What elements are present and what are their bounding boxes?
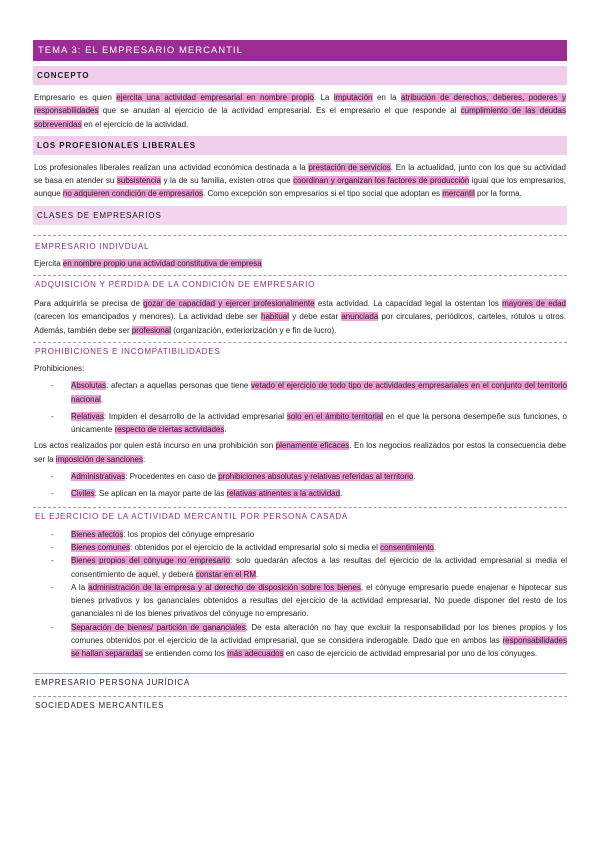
prohibiciones-list xyxy=(33,379,567,436)
dash-bullet: - xyxy=(51,556,54,566)
text-run: esta actividad. La capacidad legal la ostentan los xyxy=(314,299,503,309)
text-run: Los profesionales liberales realizan una actividad económica destinada a la xyxy=(34,162,309,172)
highlighted-text: atribución de derechos, deberes, poderes y responsabilidades xyxy=(34,93,567,116)
paragraph-individual xyxy=(33,257,567,270)
highlighted-text: coordinan y organizan los factores de producción xyxy=(293,176,470,186)
text-run: . xyxy=(413,472,416,482)
text-run: . xyxy=(224,425,227,435)
text-run: . La xyxy=(313,93,334,102)
highlighted-text: Separación de bienes/ partición de gananciales xyxy=(71,622,246,632)
text-run: Los actos realizados por quien está incurso en una prohibición son xyxy=(34,441,276,451)
text-run: Para adquirirla se precisa de xyxy=(34,299,144,309)
highlighted-text: en nombre propio una actividad constitutiva de empresa xyxy=(62,258,262,268)
highlighted-text: profesional xyxy=(131,325,171,335)
text-run: : Procedentes en caso de xyxy=(125,472,219,482)
highlighted-text: prestación de servicios xyxy=(308,162,391,172)
text-run: en el ejercicio de la actividad. xyxy=(81,119,189,129)
text-run: en la xyxy=(372,93,401,102)
highlighted-text: Civiles xyxy=(71,489,95,499)
dash-bullet: - xyxy=(51,381,54,391)
text-run: (carecen los emancipados y menores). La actividad debe ser xyxy=(34,312,261,322)
paragraph-adquisicion xyxy=(33,297,567,337)
highlighted-text: cumplimiento de las deudas sobrevenidas xyxy=(34,106,566,129)
highlighted-text: Bienes afectos xyxy=(71,529,124,539)
text-run: (organización, exteriorización y e fin de lucro). xyxy=(170,325,337,335)
text-run: : solo quedarán afectos a las resultas del ejercicio de la actividad empresarial si media el consentimiento de aquel, y deberá xyxy=(71,556,567,579)
dash-bullet: - xyxy=(51,472,54,482)
highlighted-text: Relativas xyxy=(71,411,104,421)
subsection-heading-individual: EMPRESARIO INDIVDUAL xyxy=(35,241,150,251)
highlighted-text: más adecuados xyxy=(227,649,284,659)
list-item xyxy=(33,487,567,500)
dash-bullet: - xyxy=(51,582,54,592)
highlighted-text: imputación xyxy=(333,93,373,102)
text-run: en el que la persona desempeñe sus funciones, o únicamente xyxy=(71,411,567,435)
highlighted-text: Administrativas xyxy=(71,472,126,482)
highlighted-text: respecto de ciertas actividades xyxy=(114,425,225,435)
text-run: . En la actualidad, junto con los que su actividad se basa en atender su xyxy=(34,162,567,186)
text-run: que se anudan al ejercicio de la actividad empresarial. Es el empresario el que responde al xyxy=(98,106,461,116)
highlighted-text: anunciada xyxy=(341,312,379,322)
text-run: , el cónyuge empresario puede enajenar e hipotecar sus bienes privativos y los gananciales obtenidos a resultas del ejercicio de la actividad empresarial. No puede disponer del resto de los gananciales ni de los bienes privativos del cónyuge no empresario. xyxy=(71,582,567,619)
subsection-heading-sociedades: SOCIEDADES MERCANTILES xyxy=(35,700,165,710)
subsection-heading-prohibiciones: PROHIBICIONES E INCOMPATIBILIDADES xyxy=(35,346,221,356)
text-run: : Se aplican en la mayor parte de las xyxy=(94,489,227,499)
highlighted-text: ejercita una actividad empresarial en nombre propio xyxy=(116,93,314,102)
highlighted-text: consentimiento xyxy=(380,542,434,552)
text-run: : afectan a aquellas personas que tiene xyxy=(106,381,252,391)
highlighted-text: imposición de sanciones xyxy=(55,454,143,464)
highlighted-text: prohibiciones absolutas y relativas referidas al territorio xyxy=(218,472,414,482)
text-run: : los propios del cónyuge empresario xyxy=(123,529,255,539)
list-item xyxy=(33,528,567,541)
highlighted-text: gozar de capacidad y ejercer profesionalmente xyxy=(143,299,315,309)
highlighted-text: subsistencia xyxy=(116,176,161,186)
section-heading-juridica: EMPRESARIO PERSONA JURÍDICA xyxy=(35,677,190,687)
list-item xyxy=(33,541,567,554)
highlighted-text: vetado el ejercicio de todo tipo de actividades empresariales en el conjunto del territorio nacional xyxy=(71,381,567,404)
list-item xyxy=(33,621,567,661)
prohibiciones-label: Prohibiciones: xyxy=(34,363,85,373)
paragraph-profesionales xyxy=(33,161,567,201)
dash-bullet: - xyxy=(51,411,54,421)
section-heading-concepto: CONCEPTO xyxy=(33,66,567,85)
text-run: . En los negocios realizados por estos la consecuencia debe ser la xyxy=(34,441,566,464)
dash-bullet: - xyxy=(51,529,54,539)
list-item xyxy=(33,379,567,406)
list-item xyxy=(33,581,567,621)
highlighted-text: mercantil xyxy=(442,189,475,199)
text-run: se entienden como los xyxy=(142,649,228,659)
document-page xyxy=(33,40,567,711)
dash-bullet: - xyxy=(51,622,54,632)
highlighted-text: Bienes comunes xyxy=(71,542,131,552)
text-run: . Como excepción son empresarios si el tipo social que adoptan es xyxy=(203,189,443,199)
text-run: y debe estar xyxy=(289,312,342,322)
text-run: Ejercita xyxy=(34,258,63,268)
text-run: Empresario es quien xyxy=(34,93,117,102)
text-run: . xyxy=(340,489,343,499)
highlighted-text: plenamente eficaces xyxy=(275,441,350,451)
subsection-heading-adquisicion: ADQUISICIÓN Y PÉRDIDA DE LA CONDICIÓN DE EMPRESARIO xyxy=(35,280,316,290)
text-run: A la xyxy=(71,582,89,592)
highlighted-text: administración de la empresa y al derecho de disposición sobre los bienes xyxy=(88,582,361,592)
paragraph-consecuencias xyxy=(33,439,567,466)
list-item xyxy=(33,554,567,581)
section-heading-clases: CLASES DE EMPRESARIOS xyxy=(33,206,567,225)
text-run: en caso de ejercicio de actividad empresarial por uno de los cónyuges. xyxy=(283,649,538,659)
list-item xyxy=(33,410,567,437)
highlighted-text: constar en el RM xyxy=(195,569,256,579)
highlighted-text: solo en el ámbito territorial xyxy=(286,411,383,421)
text-run: . xyxy=(433,542,437,552)
text-run: : xyxy=(142,454,146,464)
casada-list xyxy=(33,528,567,661)
text-run: y la de su familia, existen otros que xyxy=(160,176,294,186)
text-run: por la forma. xyxy=(474,189,522,199)
text-run: . xyxy=(256,569,259,579)
text-run: : Impiden el desarrollo de la actividad empresarial xyxy=(103,411,287,421)
highlighted-text: habitual xyxy=(261,312,290,322)
dash-bullet: - xyxy=(51,489,54,499)
text-run: : obtenidos por el ejercicio de la actividad empresarial solo si media el xyxy=(130,542,381,552)
highlighted-text: no adquieren condición de empresarios xyxy=(62,189,204,199)
sanciones-list xyxy=(33,470,567,501)
text-run: igual que los empresarios, aunque xyxy=(34,176,567,199)
paragraph-concepto xyxy=(33,91,567,131)
text-run: : De esta alteración no hay que excluir la responsabilidad por los bienes propios y los comunes obtenidos por el ejercicio de la actividad empresarial, que se considera inderogable. Dado que en ambos las xyxy=(71,622,568,646)
section-heading-profesionales: LOS PROFESIONALES LIBERALES xyxy=(33,136,567,155)
highlighted-text: mayores de edad xyxy=(502,299,566,309)
highlighted-text: Bienes propios del cónyuge no empresario xyxy=(71,556,231,566)
highlighted-text: responsabilidades se hallan separadas xyxy=(71,636,567,659)
text-run: por circulares, periódicos, carteles, rótulos u otros. Además, también debe ser xyxy=(34,312,566,335)
text-run: . xyxy=(100,394,104,404)
subsection-heading-casada: EL EJERCICIO DE LA ACTIVIDAD MERCANTIL POR PERSONA CASADA xyxy=(35,511,349,521)
list-item xyxy=(33,470,567,483)
dash-bullet: - xyxy=(51,542,54,552)
page-title: TEMA 3: EL EMPRESARIO MERCANTIL xyxy=(33,40,567,61)
highlighted-text: Absolutas xyxy=(71,381,107,391)
highlighted-text: relativas atinentes a la actividad xyxy=(226,489,341,499)
